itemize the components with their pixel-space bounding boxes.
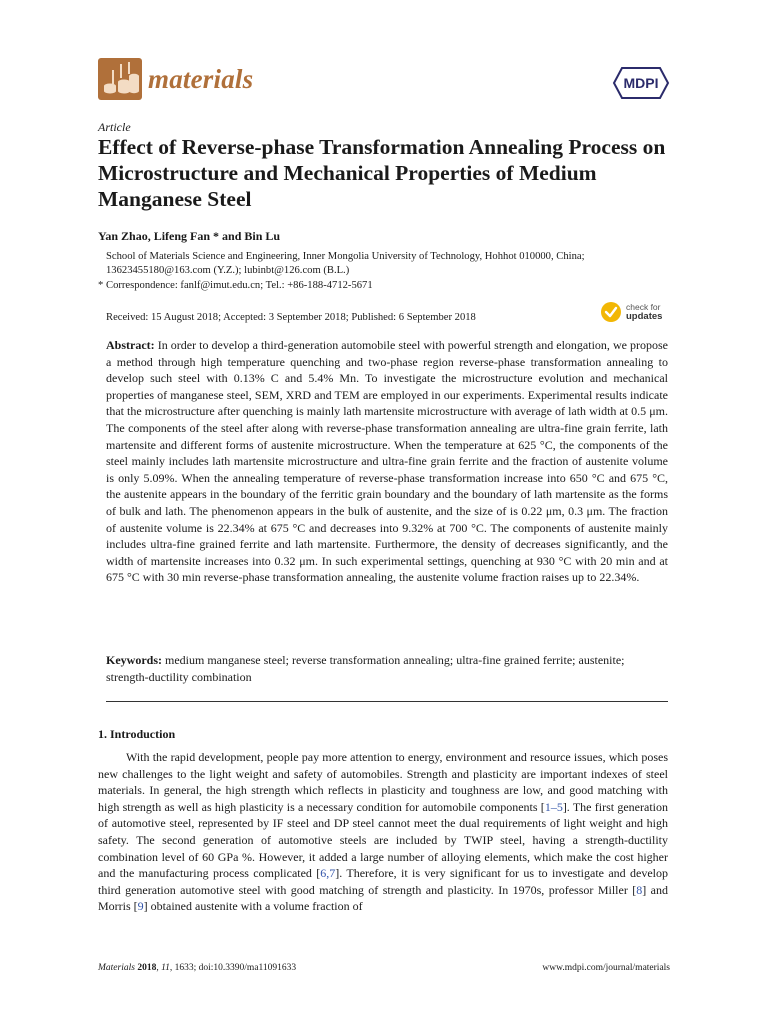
journal-logo[interactable] — [98, 58, 253, 100]
affiliation: School of Materials Science and Engineering, Inner Mongolia University of Technology, Hohhot 010000, China; 13623455180@163.com (Y.Z.); lubinbt@126.com (B.L.) — [106, 251, 585, 276]
check-updates-icon — [600, 301, 622, 323]
correspondence — [98, 280, 373, 291]
correspondence-star: * — [98, 280, 104, 291]
mdpi-logo[interactable] — [612, 66, 670, 105]
footer-url[interactable]: www.mdpi.com/journal/materials — [542, 963, 670, 973]
publisher-name: MDPI — [623, 75, 659, 91]
introduction-paragraph — [98, 749, 668, 915]
footer-citation: Materials 2018, 11, 1633; doi:10.3390/ma11091633 — [98, 963, 297, 973]
abstract — [106, 337, 668, 586]
abstract-text: In order to develop a third-generation automobile steel with powerful strength and elongation, we propose a method through high temperature quenching and two-phase region reverse-phase transformation annealing to develop such steel with 0.13% C and 5.4% Mn. To investigate the microstructure evolution and mechanical properties of manganese steel, SEM, XRD and TEM are employed in our experiments. Experimental results indicate that the microstructure after quenching is mainly lath martensite microstructure with average of lath width at 0.5 μm. The components of the steel after along with reverse-phase transformation annealing are ultra-fine grain ferrite, lath martensite and different forms of austenite microstructure. When the temperature at 625 °C, the components of the steel mainly includes lath martensite microstructure and ultra-fine grain ferrite and the fraction of austenite volume is only 5.09%. When the annealing temperature of reverse-phase transformation increase into 650 °C and 675 °C, the austenite appears in the boundary of the ferritic grain boundary and the boundary of lath martensite as the forms of bulk and lath. The phenomenon appears in the bulk of austenite, and the size of is 0.22 μm, 0.3 μm. The fraction of austenite volume is 22.34% at 675 °C and decreases into 9.32% at 700 °C. The components of austenite mainly includes ultra-fine grained ferrite and lath martensite. Furthermore, the density of decreases significantly, and the width of martensite increases into 0.32 μm. In such experimental settings, quenching at 930 °C with 20 min and at 675 °C with 30 min reverse-phase transformation annealing, the austenite volume fraction raises up to 22.34%. — [106, 338, 668, 585]
keywords — [106, 652, 668, 685]
citation-link[interactable]: 8 — [636, 882, 643, 897]
check-updates-line2: updates — [626, 311, 663, 322]
intro-text-2: ]. The first generation of automotive steel, represented by IF steel and DP steel cannot meet the dual requirements of light weight and high safety. The second generation of automotive steels are included by TWIP steel, having a strength-ductility combination level of 60 GPa %. However, it added a large number of alloying elements, which make the cost higher and the manufacturing process complicated [ — [98, 799, 668, 881]
footer-doi: , 1633; doi:10.3390/ma11091633 — [169, 963, 297, 973]
keywords-label: Keywords: — [106, 653, 162, 667]
citation-link[interactable]: 9 — [137, 899, 144, 914]
journal-name: materials — [148, 63, 254, 94]
keywords-text: medium manganese steel; reverse transformation annealing; ultra-fine grained ferrite; austenite; strength-ductility combination — [106, 653, 625, 684]
citation-link[interactable]: 6,7 — [320, 866, 336, 881]
materials-logo-icon — [98, 58, 142, 100]
footer-journal: Materials — [98, 963, 135, 973]
correspondence-text: Correspondence: fanlf@imut.edu.cn; Tel.: +86-188-4712-5671 — [106, 280, 373, 291]
article-type: Article — [98, 120, 131, 134]
section-heading-introduction: 1. Introduction — [98, 727, 176, 741]
check-updates-line1: check for — [626, 302, 661, 312]
publication-dates: Received: 15 August 2018; Accepted: 3 September 2018; Published: 6 September 2018 — [106, 312, 476, 323]
check-updates-label — [626, 303, 662, 321]
check-for-updates-badge[interactable] — [600, 301, 662, 323]
intro-text-5: ] obtained austenite with a volume fraction of — [143, 899, 363, 914]
abstract-label: Abstract: — [106, 338, 155, 352]
author-list: Yan Zhao, Lifeng Fan * and Bin Lu — [98, 229, 281, 243]
article-title: Effect of Reverse-phase Transformation Annealing Process on Microstructure and Mechanical Properties of Medium Manganese Steel — [98, 135, 666, 211]
footer-volume: 11 — [161, 963, 170, 973]
citation-link[interactable]: 1–5 — [544, 799, 563, 814]
intro-text-3: ]. Therefore, it is very significant for us to investigate and develop third generation automotive steel with good matching of strength and plasticity. In 1970s, professor Miller [ — [98, 866, 668, 897]
footer-year: 2018 — [137, 963, 157, 973]
section-divider — [106, 701, 668, 702]
intro-text-4: ] and Morris [ — [98, 882, 669, 914]
intro-text-1: With the rapid development, people pay more attention to energy, environment and resource issues, which poses new challenges to the light weight and safety of automobiles. Strength and plasticity are important indexes of steel materials. In general, the high strength which reflects in plasticity and toughness are low, and good matching with high strength as well as high plasticity is a necessary condition for automobile components [ — [98, 750, 668, 814]
